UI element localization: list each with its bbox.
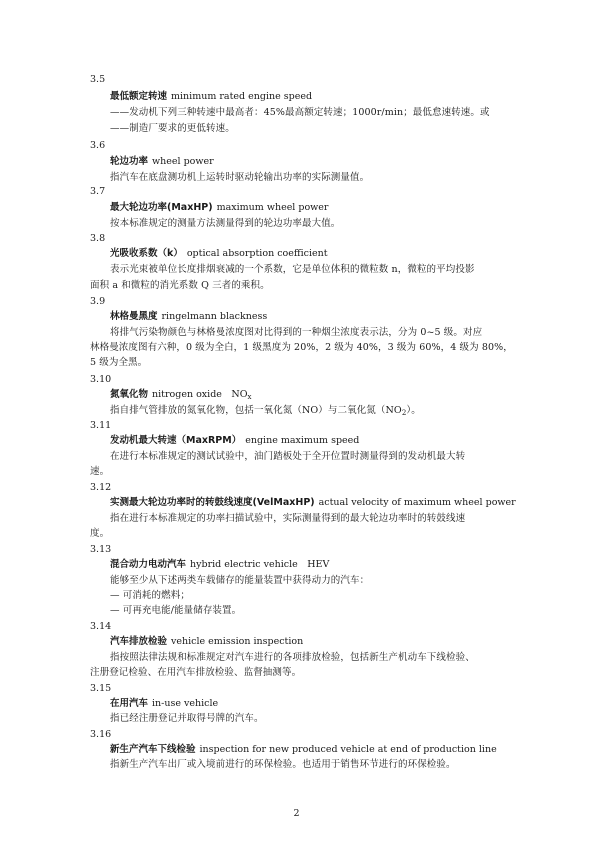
term-en: hybrid electric vehicle HEV [190,559,330,570]
section-number: 3.9 [90,296,106,307]
section-number: 3.13 [90,544,112,555]
definition-line: 速。 [90,466,110,477]
term-heading [110,156,214,168]
term-zh: 林格曼黑度 [110,311,158,322]
section-number: 3.11 [90,420,112,431]
term-en: engine maximum speed [245,435,360,446]
term-en: minimum rated engine speed [171,91,313,102]
definition-line: 林格曼浓度图有六种，0 级为全白，1 级黑度为 20%，2 级为 40%，3 级为 60%，4 级为 80%， [90,342,513,353]
term-en: in-use vehicle [152,698,219,709]
definition-line: 按本标准规定的测量方法测量得到的轮边功率最大值。 [110,218,341,229]
definition-line: 指已经注册登记并取得号牌的汽车。 [110,713,264,724]
definition-line: ——发动机下列三种转速中最高者：45%最高额定转速；1000r/min；最低怠速转速。或 [110,107,490,118]
term-heading [110,248,328,260]
definition-line: 能够至少从下述两类车载储存的能量装置中获得动力的汽车： [110,575,370,586]
term-heading [110,497,516,509]
term-heading [110,389,251,401]
term-zh: 氮氧化物 [110,389,149,400]
term-zh: 新生产汽车下线检验 [110,744,196,755]
term-en: inspection for new produced vehicle at end of production line [199,744,497,755]
term-heading [110,435,359,447]
definition-line: 注册登记检验、在用汽车排放检验、监督抽测等。 [90,667,302,678]
term-heading [110,91,312,103]
section-number: 3.8 [90,233,106,244]
definition-line: 在进行本标准规定的测试试验中，油门踏板处于全开位置时测量得到的发动机最大转 [110,451,466,462]
term-heading [110,744,497,756]
term-zh: 最低额定转速 [110,91,168,102]
term-zh: 最大轮边功率(MaxHP) [110,202,213,213]
term-zh: 轮边功率 [110,156,149,167]
term-heading [110,636,303,648]
section-number: 3.15 [90,683,112,694]
definition-line: 面积 a 和微粒的消光系数 Q 三者的乘积。 [90,280,270,291]
section-number: 3.14 [90,621,112,632]
definition-line: 指在进行本标准规定的功率扫描试验中，实际测量得到的最大轮边功率时的转鼓线速 [110,513,466,524]
term-en: wheel power [152,156,214,167]
definition-line: 指新生产汽车出厂或入境前进行的环保检验。也适用于销售环节进行的环保检验。 [110,759,456,770]
term-heading [110,698,218,710]
term-en: nitrogen oxide $NO_x$ [152,389,252,401]
definition-line: — 可消耗的燃料； [110,590,190,601]
definition-line: 指汽车在底盘测功机上运转时驱动轮输出功率的实际测量值。 [110,172,370,183]
term-en: maximum wheel power [216,202,329,213]
page-number: 2 [293,808,300,819]
term-zh: 混合动力电动汽车 [110,559,187,570]
term-zh: 汽车排放检验 [110,636,168,647]
term-zh: 发动机最大转速（MaxRPM） [110,435,242,446]
term-heading [110,202,328,214]
section-number: 3.16 [90,729,112,740]
definition-line: 度。 [90,528,110,539]
term-en: optical absorption coefficient [186,248,328,259]
definition-line: — 可再充电能/能量储存装置。 [110,605,242,616]
definition-line: 5 级为全黑。 [90,357,148,368]
section-number: 3.12 [90,482,112,493]
term-zh: 实测最大轮边功率时的转鼓线速度(VelMaxHP) [110,497,315,508]
section-number: 3.6 [90,140,106,151]
definition-line: ——制造厂要求的更低转速。 [110,123,235,134]
term-en: actual velocity of maximum wheel power [318,497,516,508]
definition-line: 将排气污染物颜色与林格曼浓度图对比得到的一种烟尘浓度表示法，分为 0~5 级。对应 [110,327,483,338]
section-number: 3.7 [90,186,106,197]
definition-line: 指按照法律法规和标准规定对汽车进行的各项排放检验，包括新生产机动车下线检验、 [110,652,475,663]
section-number: 3.10 [90,374,112,385]
term-en: ringelmann blackness [161,311,268,322]
definition-line: 表示光束被单位长度排烟衰减的一个系数，它是单位体积的微粒数 n，微粒的平均投影 [110,264,475,275]
term-zh: 在用汽车 [110,698,149,709]
section-number: 3.5 [90,74,106,85]
term-heading [110,311,267,323]
term-zh: 光吸收系数（k） [110,248,183,259]
term-en: vehicle emission inspection [171,636,304,647]
definition-line: 指自排气管排放的氮氧化物，包括一氧化氮（NO）与二氧化氮$(NO_2)$。 [110,405,421,417]
term-heading [110,559,329,571]
